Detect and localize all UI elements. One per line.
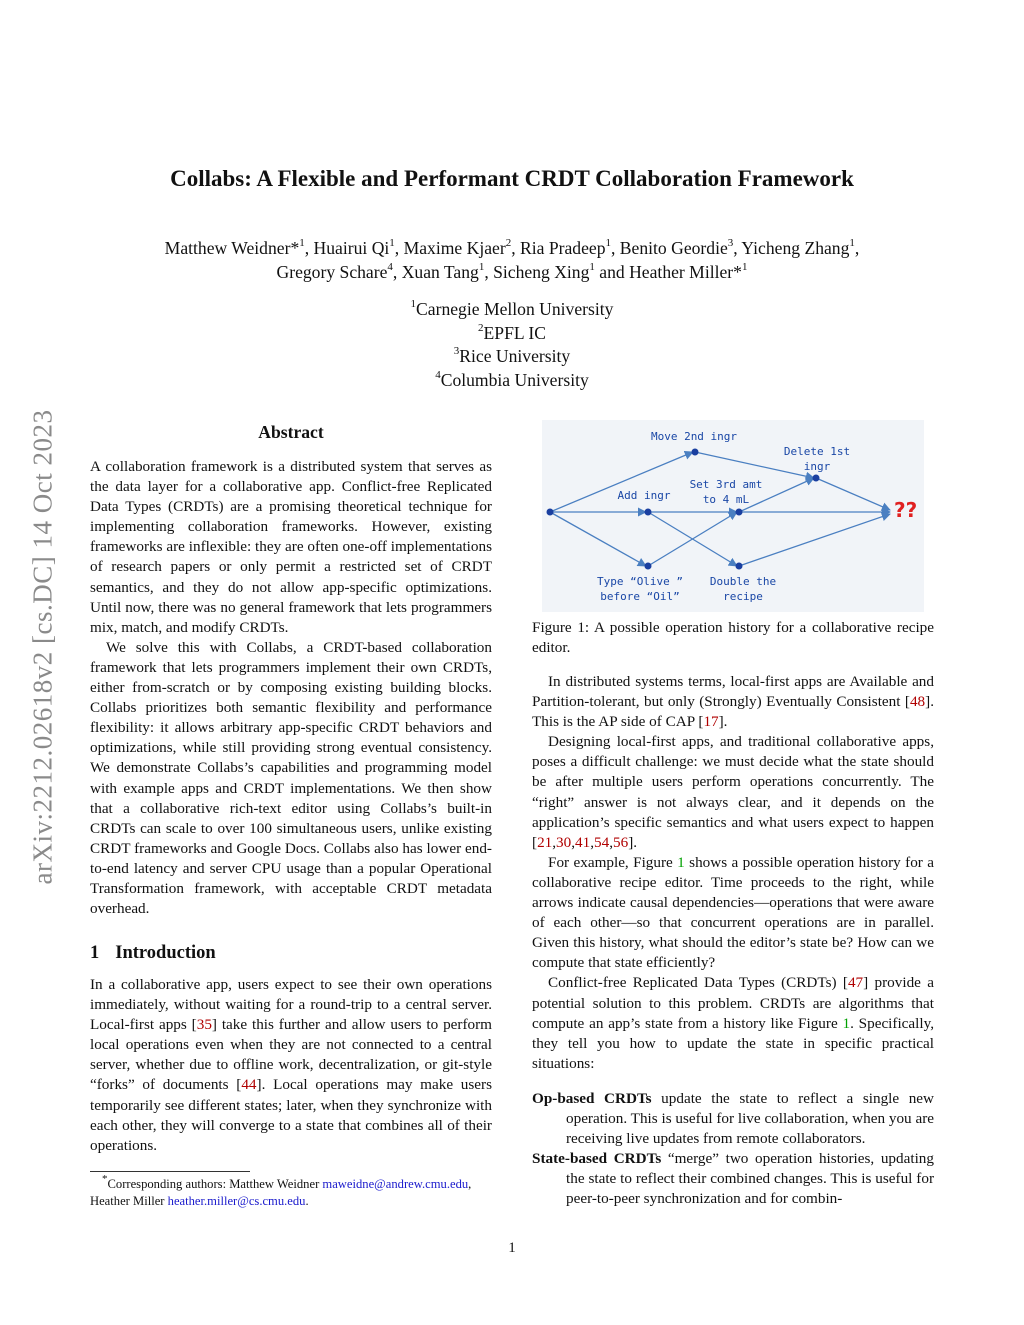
citation-link[interactable]: 56 [613, 833, 629, 851]
citation-link[interactable]: 21 [537, 833, 553, 851]
causal-edge [550, 452, 693, 512]
delete-node [813, 475, 820, 482]
figure-label: before “Oil” [600, 590, 680, 603]
figure-label: Double the [709, 575, 777, 588]
abstract-body [90, 457, 492, 919]
page-number: 1 [508, 1240, 516, 1256]
figure-label: to 4 mL [702, 493, 750, 506]
figure-ref-link[interactable]: 1 [677, 853, 685, 871]
citation-link[interactable]: 30 [556, 833, 572, 851]
citation-link[interactable]: 54 [594, 833, 610, 851]
definition-item: Op-based CRDTs update the state to reflect a single new operation. This is useful for live collaboration, when you are receiving live updates from remote collaborators. [532, 1090, 934, 1148]
arxiv-identifier: arXiv:2212.02618v2 [cs.DC] 14 Oct 2023 [27, 409, 58, 885]
affiliation: $^1$Carnegie Mellon University [410, 298, 614, 319]
citation-link[interactable]: 44 [241, 1076, 257, 1094]
set-node [736, 509, 743, 516]
abstract-paragraph: A collaboration framework is a distributed system that serves as the data layer for a collaborative app. Conflict-free Replicated Data Types (CRDTs) are a promising theoretical technique for implementing collaboration frameworks. However, existing frameworks are inflexible: they are often one-off implementations of research papers or only permit a restricted set of CRDT semantics, and they do not allow app-specific optimizations. Until now, there was no general framework that lets programmers mix, match, and modify CRDTs. [90, 458, 492, 636]
footnote: *Corresponding authors: Matthew Weidner maweidne@andrew.cmu.edu, Heather Miller heather.miller@cs.cmu.edu. [90, 1172, 472, 1208]
move-node [692, 449, 699, 456]
citation-link[interactable]: 35 [196, 1016, 212, 1034]
abstract-paragraph: We solve this with Collabs, a CRDT-based collaboration framework that lets programmers implement their own CRDTs, either from-scratch or by composing existing building blocks. Collabs prioritizes both semantic flexibility and performance flexibility: it allows arbitrary app-specific CRDT behaviors and optimizations, while still providing strong eventual consistency. We demonstrate Collabs’s capabilities and programming model with example apps and CRDT implementations. We then show that a collaborative rich-text editor using Collabs’s built-in CRDTs can scale to over 100 simultaneous users, unlike existing CRDT frameworks and Google Docs. Collabs also has lower end-to-end latency and server CPU usage than a popular Operational Transformation framework, with acceptable CRDT metadata overhead. [90, 638, 492, 918]
add-node [645, 509, 652, 516]
causal-edge [550, 512, 646, 566]
citation-link[interactable]: 41 [575, 833, 591, 851]
affiliation: $^2$EPFL IC [478, 321, 546, 343]
origin-node [547, 509, 554, 516]
affiliation: $^4$Columbia University [435, 368, 589, 390]
figure-label: recipe [723, 590, 763, 603]
figure-ref-link[interactable]: 1 [842, 1014, 851, 1032]
abstract-heading: Abstract [258, 422, 324, 442]
author-list: Matthew Weidner*$^1$, Huairui Qi$^1$, Maxime Kjaer$^2$, Ria Pradeep$^1$, Benito Geordie$^3$, Yicheng Zhang$^1$, Gregory Schare$^4$, Xuan Tang$^1$, Sicheng Xing$^1$ and Heather Miller*$^1$ [164, 237, 860, 282]
citation-link[interactable]: 17 [703, 713, 719, 731]
body-paragraph: In distributed systems terms, local-first apps are Available and Partition-tolerant, but only (Strongly) Eventually Consistent [48]. This is the AP side of CAP [17]. [532, 673, 934, 731]
crdt-definition-list [532, 1089, 934, 1210]
causal-edge [816, 478, 890, 510]
double-node [736, 563, 743, 570]
email-link[interactable]: maweidne@andrew.cmu.edu [322, 1177, 469, 1191]
affiliation-list [0, 298, 1024, 392]
body-paragraph: Designing local-first apps, and traditional collaborative apps, poses a difficult challenge: we must decide what the state should be after multiple users perform operations concurrently. The “right” answer is not always clear, and it depends on the application’s specific semantics and what users expect to happen [21,30,41,54,56]. [532, 733, 934, 851]
body-paragraph: Conflict-free Replicated Data Types (CRDTs) [47] provide a potential solution to this problem. CRDTs are algorithms that compute an app’s state from a history like Figure 1. Specifically, they tell you how to update the state in specific practical situations: [532, 974, 935, 1072]
right-column-body [532, 672, 934, 1074]
affiliation: $^3$Rice University [453, 345, 571, 366]
definition-item: State-based CRDTs “merge” two operation histories, updating the state to reflect their combined changes. This is useful for peer-to-peer synchronization and for combin- [532, 1150, 934, 1208]
section-heading: 1 Introduction [90, 943, 216, 963]
figure-label: Delete 1st [783, 445, 851, 458]
type-node [645, 563, 652, 570]
causal-edge [739, 514, 890, 566]
operation-history-figure [542, 420, 924, 612]
footnote-divider [90, 1171, 250, 1172]
citation-link[interactable]: 47 [847, 974, 864, 992]
paper-title: Collabs: A Flexible and Performant CRDT Collaboration Framework [170, 166, 854, 191]
figure-label: Type “Olive ” [596, 575, 684, 588]
figure-label: Move 2nd ingr [650, 430, 738, 443]
arxiv-sidebar [27, 352, 58, 942]
figure-caption: Figure 1: A possible operation history for a collaborative recipe editor. [532, 619, 934, 657]
body-paragraph: For example, Figure 1 shows a possible operation history for a collaborative recipe editor. Time proceeds to the right, while arrows indicate causal dependencies—operations that were aware of each other—so that concurrent operations are in parallel. Given this history, what should the editor’s state be? How can we compute that state efficiently? [532, 853, 934, 972]
figure-label: ingr [803, 460, 831, 473]
intro-paragraph: In a collaborative app, users expect to see their own operations immediately, without waiting for a round-trip to a central server. Local-first apps [35] take this further and allow users to perform local operations even when they are not connected to a central server, whether due to offline work, decentralization, or git-style “forks” of documents [44]. Local operations may make users temporarily see different states; later, when they synchronize with each other, they will converge to a state that combines all of their operations. [90, 976, 492, 1154]
figure-label: Add ingr [617, 489, 671, 502]
email-link[interactable]: heather.miller@cs.cmu.edu [167, 1193, 306, 1208]
unknown-state-marker: ?? [894, 498, 918, 522]
figure-label: Set 3rd amt [689, 478, 763, 491]
citation-link[interactable]: 48 [909, 693, 926, 711]
